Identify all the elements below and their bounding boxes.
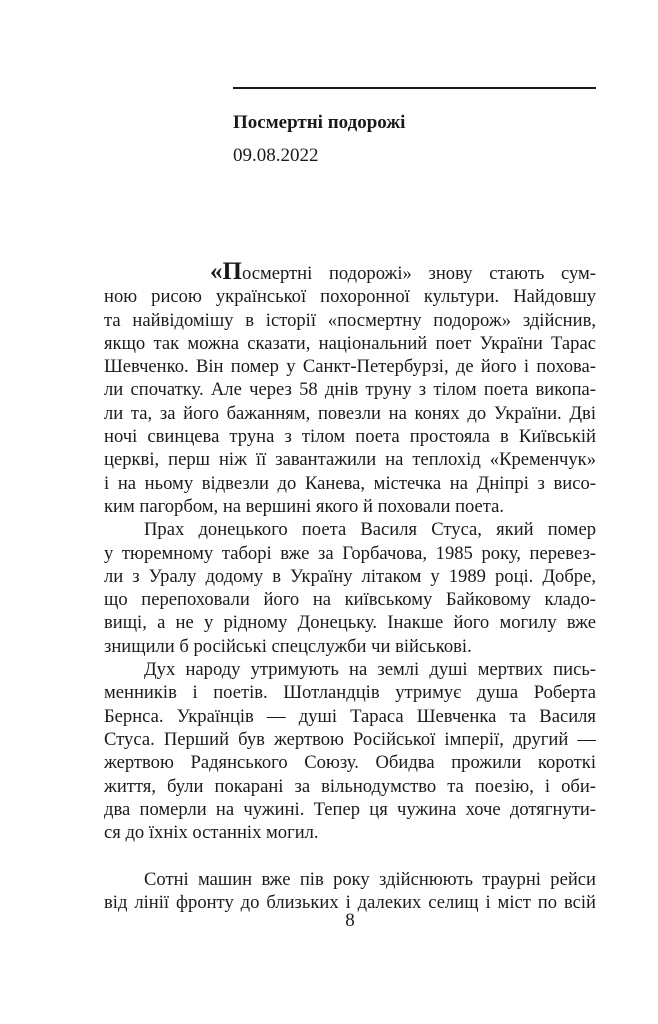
text-line	[104, 472, 596, 495]
line-text: менників і поетів. Шотландців утримує душа Роберта	[104, 682, 596, 704]
text-line	[104, 355, 596, 378]
text-line	[104, 658, 596, 681]
line-text: ся до їхніх останніх могил.	[104, 822, 319, 844]
line-text: Стуса. Перший був жертвою Російської імперії, другий —	[104, 728, 596, 750]
text-line	[104, 425, 596, 448]
text-line	[104, 518, 596, 541]
chapter-date: 09.08.2022	[233, 145, 319, 166]
text-line	[104, 751, 596, 774]
text-line	[104, 565, 596, 588]
line-text: Дух народу утримують на землі душі мертвих пись-	[144, 659, 596, 681]
line-text: Бернса. Українців — душі Тараса Шевченка та Василя	[104, 705, 596, 727]
text-line	[104, 705, 596, 728]
text-line	[104, 542, 596, 565]
line-text: два померли на чужині. Тепер ця чужина хоче дотягнути-	[104, 798, 596, 820]
line-text: ною рисою української похоронної культури. Найдовшу	[104, 286, 596, 308]
line-text: від лінії фронту до близьких і далеких селищ і міст по всій	[104, 892, 596, 914]
text-line	[104, 821, 596, 844]
text-line	[104, 775, 596, 798]
text-line	[104, 798, 596, 821]
drop-cap: «П	[210, 258, 242, 285]
page-number: 8	[345, 910, 355, 931]
text-line	[104, 681, 596, 704]
line-text: та найвідомішу в історії «посмертну подорож» здійснив,	[104, 309, 596, 331]
paragraph	[104, 518, 596, 658]
line-text: ли з Уралу додому в Україну літаком у 1989 році. Добре,	[104, 565, 596, 587]
text-line	[104, 448, 596, 471]
text-line	[104, 332, 596, 355]
text-line	[104, 728, 596, 751]
line-text: якщо так можна сказати, національний поет України Тарас	[104, 332, 596, 354]
line-text: Прах донецького поета Василя Стуса, який помер	[144, 519, 596, 541]
text-line	[104, 868, 596, 891]
text-line	[104, 588, 596, 611]
paragraph	[104, 868, 596, 915]
text-line	[104, 309, 596, 332]
line-text: ночі свинцева труна з тілом поета простояла в Київській	[104, 426, 596, 448]
body-text	[104, 260, 596, 914]
line-text: життя, були покарані за вільнодумство та поезію, і оби-	[104, 775, 596, 797]
line-text: знищили б російські спецслужби чи військові.	[104, 635, 472, 657]
text-line	[104, 285, 596, 308]
paragraph	[104, 658, 596, 844]
text-line	[104, 402, 596, 425]
text-line	[104, 260, 596, 285]
line-text: ли спочатку. Але через 58 днів труну з тілом поета викопа-	[104, 379, 596, 401]
text-line	[104, 495, 596, 518]
line-text: ли та, за його бажанням, повезли на конях до України. Дві	[104, 402, 596, 424]
paragraph	[104, 260, 596, 518]
line-text: жертвою Радянського Союзу. Обидва прожили короткі	[104, 752, 596, 774]
header-rule	[233, 87, 596, 89]
line-text: осмертні подорожі» знову стають сум-	[241, 263, 596, 284]
line-text: у тюремному таборі вже за Горбачова, 1985 року, перевез-	[104, 542, 596, 564]
line-text: вищі, а не у рідному Донецьку. Інакше його могилу вже	[104, 612, 596, 634]
text-line	[104, 611, 596, 634]
line-text: церкві, перш ніж її завантажили на теплохід «Кременчук»	[104, 449, 596, 471]
line-text: ким пагорбом, на вершині якого й поховали поета.	[104, 495, 505, 517]
line-text: Сотні машин вже пів року здійснюють траурні рейси	[144, 868, 596, 890]
text-line	[104, 378, 596, 401]
paragraph-gap	[104, 844, 596, 867]
line-text: що перепоховали його на київському Байковому кладо-	[104, 589, 596, 611]
line-text: Шевченко. Він помер у Санкт-Петербурзі, де його і похова-	[104, 356, 596, 378]
chapter-title: Посмертні подорожі	[233, 112, 406, 133]
line-text: і на ньому відвезли до Канева, містечка на Дніпрі з висо-	[104, 472, 596, 494]
text-line	[104, 635, 596, 658]
